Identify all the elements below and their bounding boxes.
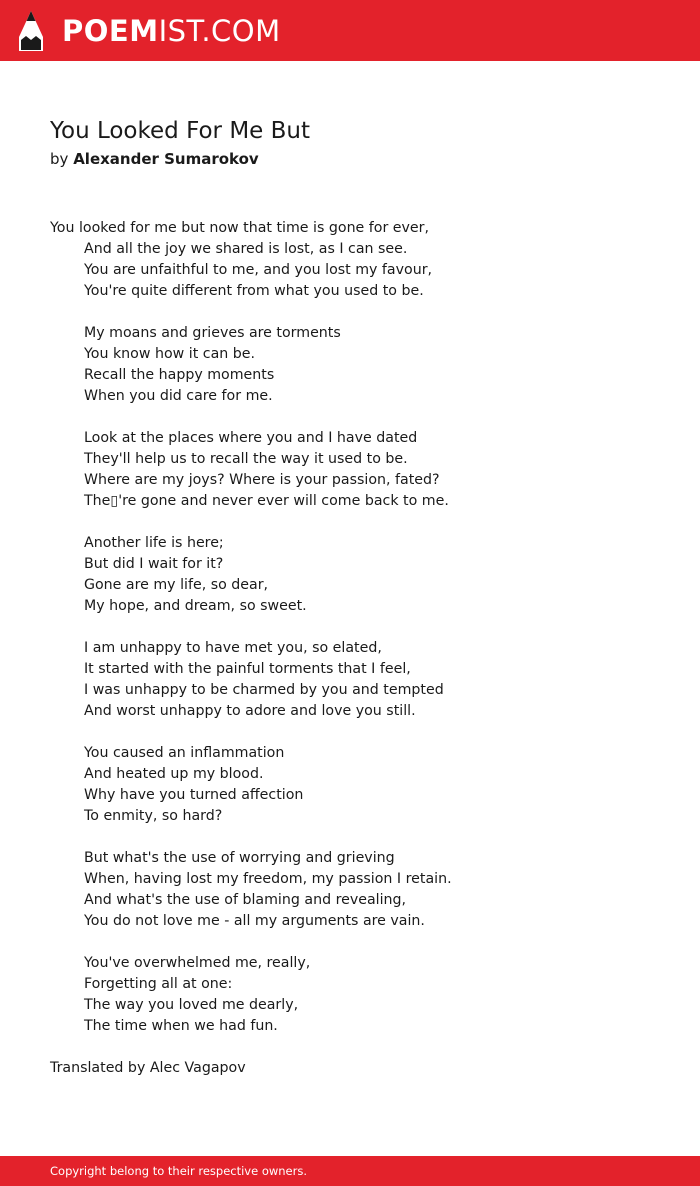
poem-line: They'll help us to recall the way it used to be. <box>84 451 408 467</box>
poem-stanza <box>50 323 650 407</box>
pencil-logo-icon <box>18 10 44 52</box>
poem-body <box>50 218 650 1058</box>
poem-line: And what's the use of blaming and revealing, <box>84 892 407 908</box>
poem-line: It started with the painful torments that I feel, <box>84 661 411 677</box>
poem-title: You Looked For Me But <box>50 118 310 144</box>
poem-line: But did I wait for it? <box>84 556 224 572</box>
byline <box>50 148 259 170</box>
poem-stanza <box>50 218 650 302</box>
poem-line: But what's the use of worrying and grieving <box>84 850 395 866</box>
translator-note: Translated by Alec Vagapov <box>50 1060 246 1076</box>
poem-line: Forgetting all at one: <box>84 976 233 992</box>
poem-stanza <box>50 953 650 1037</box>
poem-stanza <box>50 533 650 617</box>
poem-line: You know how it can be. <box>84 346 256 362</box>
poem-line: The time when we had fun. <box>84 1018 278 1034</box>
poem-line: Another life is here; <box>84 535 224 551</box>
poem-line: The▯'re gone and never ever will come back to me. <box>84 493 449 509</box>
poem-line: And all the joy we shared is lost, as I can see. <box>84 241 408 257</box>
poem-line: Recall the happy moments <box>84 367 275 383</box>
poem-line: You do not love me - all my arguments are vain. <box>84 913 425 929</box>
byline-prefix: by <box>50 150 69 168</box>
poem-line: When you did care for me. <box>84 388 273 404</box>
poem-line: My moans and grieves are torments <box>84 325 341 341</box>
poem-stanza <box>50 638 650 722</box>
poem-line: You looked for me but now that time is gone for ever, <box>50 220 430 236</box>
poem-line: Why have you turned affection <box>84 787 304 803</box>
footer-bar <box>0 1156 700 1186</box>
site-logo-text <box>62 10 281 52</box>
poem-line: You caused an inflammation <box>84 745 285 761</box>
poem-line: You're quite different from what you used to be. <box>84 283 424 299</box>
poem-line: Where are my joys? Where is your passion, fated? <box>84 472 440 488</box>
poem-line: I was unhappy to be charmed by you and tempted <box>84 682 444 698</box>
poem-line: To enmity, so hard? <box>84 808 223 824</box>
poem-stanza <box>50 428 650 512</box>
header-bar <box>0 0 700 61</box>
author-name: Alexander Sumarokov <box>73 150 259 168</box>
poem-line: The way you loved me dearly, <box>84 997 299 1013</box>
poem-line: And worst unhappy to adore and love you still. <box>84 703 416 719</box>
poem-line: My hope, and dream, so sweet. <box>84 598 307 614</box>
poem-line: Gone are my life, so dear, <box>84 577 269 593</box>
poem-stanza <box>50 743 650 827</box>
poem-line: You are unfaithful to me, and you lost my favour, <box>84 262 433 278</box>
copyright-text: Copyright belong to their respective owners. <box>50 1164 308 1178</box>
site-logo-link[interactable] <box>18 9 281 53</box>
logo-light-text: IST.COM <box>158 14 281 48</box>
logo-bold-text: POEM <box>62 14 159 48</box>
poem-stanza <box>50 848 650 932</box>
poem-line: You've overwhelmed me, really, <box>84 955 311 971</box>
poem-line: I am unhappy to have met you, so elated, <box>84 640 382 656</box>
poem-line: And heated up my blood. <box>84 766 264 782</box>
poem-line: Look at the places where you and I have dated <box>84 430 418 446</box>
poem-line: When, having lost my freedom, my passion I retain. <box>84 871 452 887</box>
